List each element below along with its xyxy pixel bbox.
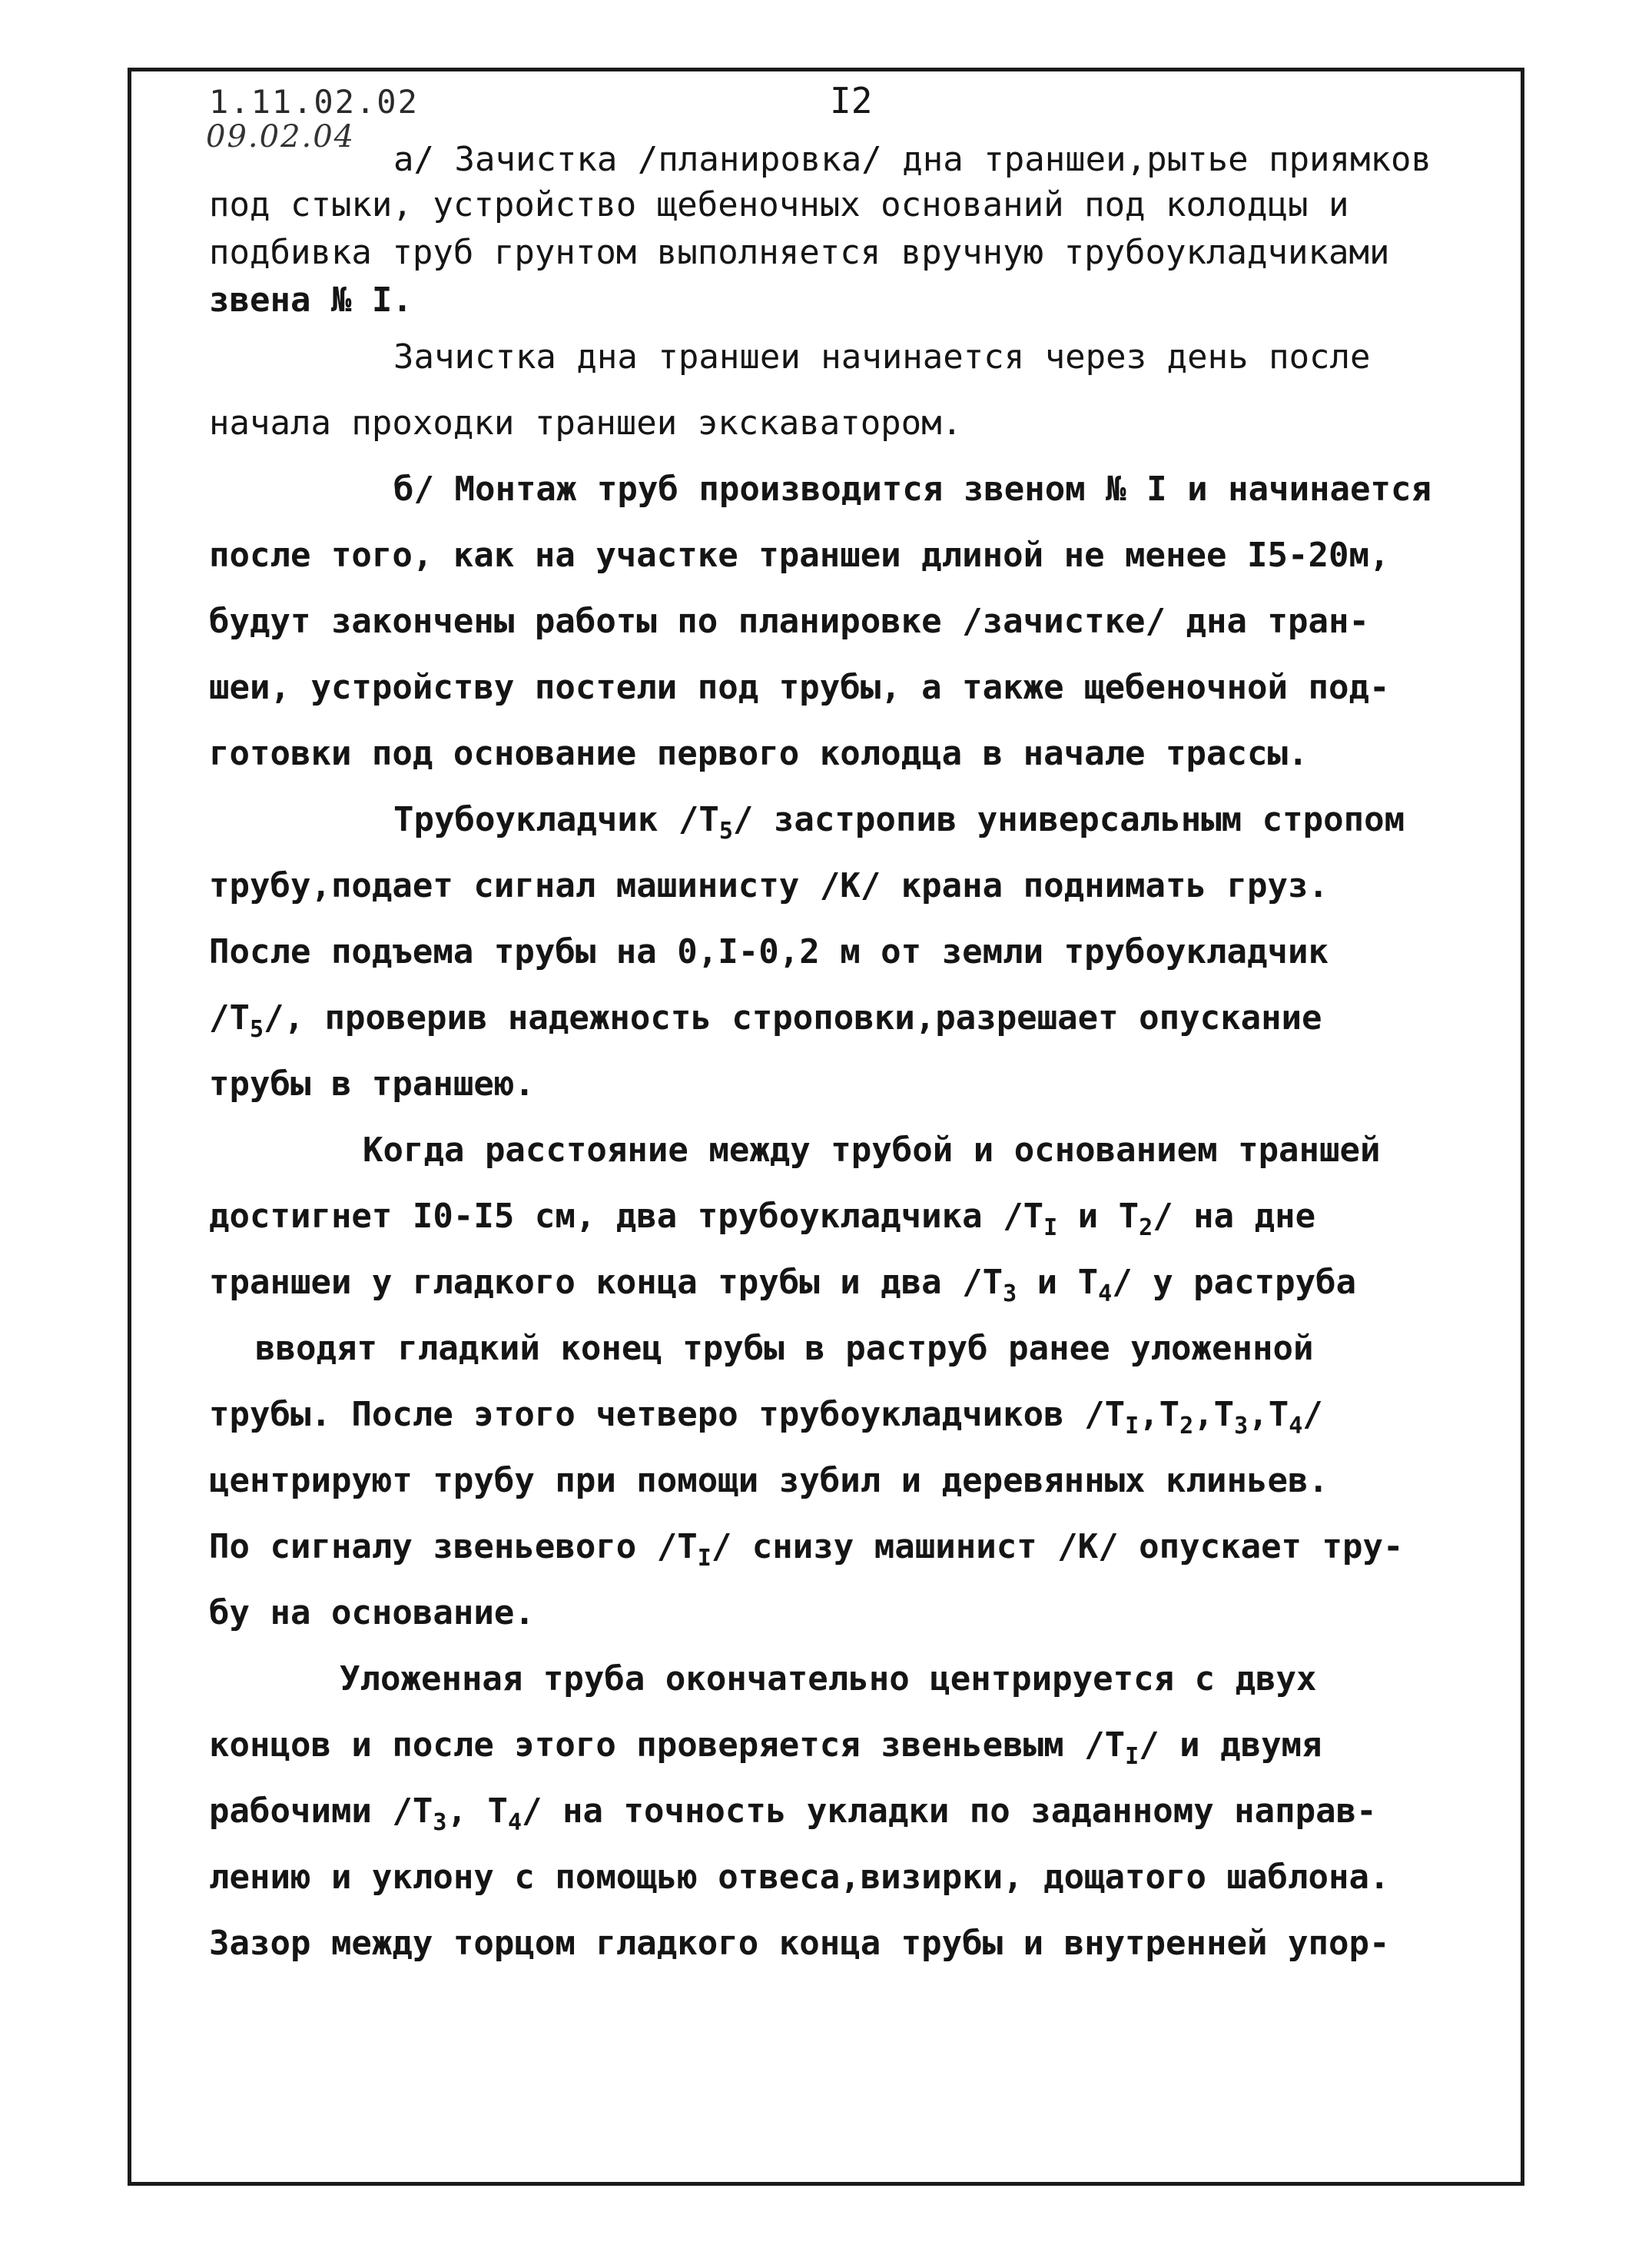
text-line: трубу,подает сигнал машинисту /К/ крана поднимать груз. (209, 866, 1329, 905)
text-line: достигнет I0-I5 см, два трубоукладчика $/Т_I$ и $Т_2/$ на дне (209, 1197, 1316, 1241)
text-line: центрируют трубу при помощи зубил и деревянных клиньев. (209, 1461, 1329, 1500)
text-line: трубы в траншею. (209, 1064, 535, 1104)
text-line: звена № I. (209, 281, 413, 320)
text-line: шеи, устройству постели под трубы, а также щебеночной под- (209, 668, 1390, 707)
text-line: По сигналу звеньевого $/Т_I/$ снизу машинист /К/ опускает тру- (209, 1527, 1404, 1572)
text-line: лению и уклону с помощью отвеса,визирки, дощатого шаблона. (209, 1858, 1390, 1897)
text-line: б/ Монтаж труб производится звеном № I и начинается (393, 470, 1432, 509)
text-line: Когда расстояние между трубой и основанием траншей (363, 1131, 1381, 1170)
text-line: после того, как на участке траншеи длиной не менее I5-20м, (209, 536, 1390, 575)
text-line: Уложенная труба окончательно центрируется с двух (340, 1659, 1317, 1698)
document-code-printed: 1.11.02.02 (209, 83, 419, 121)
text-line: а/ Зачистка /планировка/ дна траншеи,рытье приямков (393, 140, 1432, 179)
text-line: подбивка труб грунтом выполняется вручную трубоукладчиками (209, 233, 1390, 272)
text-line: будут закончены работы по планировке /зачистке/ дна тран- (209, 602, 1369, 641)
text-line: бу на основание. (209, 1593, 535, 1632)
page-number: I2 (830, 80, 873, 121)
text-line: Трубоукладчик $/Т_5/$ застропив универсальным стропом (393, 800, 1405, 845)
text-line: вводят гладкий конец трубы в раструб ранее уложенной (255, 1329, 1314, 1368)
text-line: траншеи у гладкого конца трубы и два $/Т_3$ и $Т_4/$ у раструба (209, 1263, 1357, 1307)
text-line: рабочими $/Т_3$, $Т_4/$ на точность укладки по заданному направ- (209, 1791, 1377, 1836)
document-code-handwritten: 09.02.04 (206, 119, 356, 154)
body-text (209, 138, 1484, 1977)
text-line: Зачистка дна траншеи начинается через день после (393, 337, 1371, 377)
text-line: начала проходки траншеи экскаватором. (209, 403, 963, 443)
text-line: трубы. После этого четверо трубоукладчиков $/Т_I,Т_2,Т_3,Т_4/$ (209, 1395, 1323, 1439)
text-line: $/Т_5/$, проверив надежность строповки,разрешает опускание (209, 998, 1322, 1043)
text-line: готовки под основание первого колодца в начале трассы. (209, 734, 1309, 773)
text-line: После подъема трубы на 0,I-0,2 м от земли трубоукладчик (209, 932, 1329, 971)
text-line: Зазор между торцом гладкого конца трубы и внутренней упор- (209, 1924, 1390, 1963)
text-line: под стыки, устройство щебеночных оснований под колодцы и (209, 185, 1349, 224)
text-line: концов и после этого проверяется звеньевым $/Т_I/$ и двумя (209, 1725, 1322, 1770)
